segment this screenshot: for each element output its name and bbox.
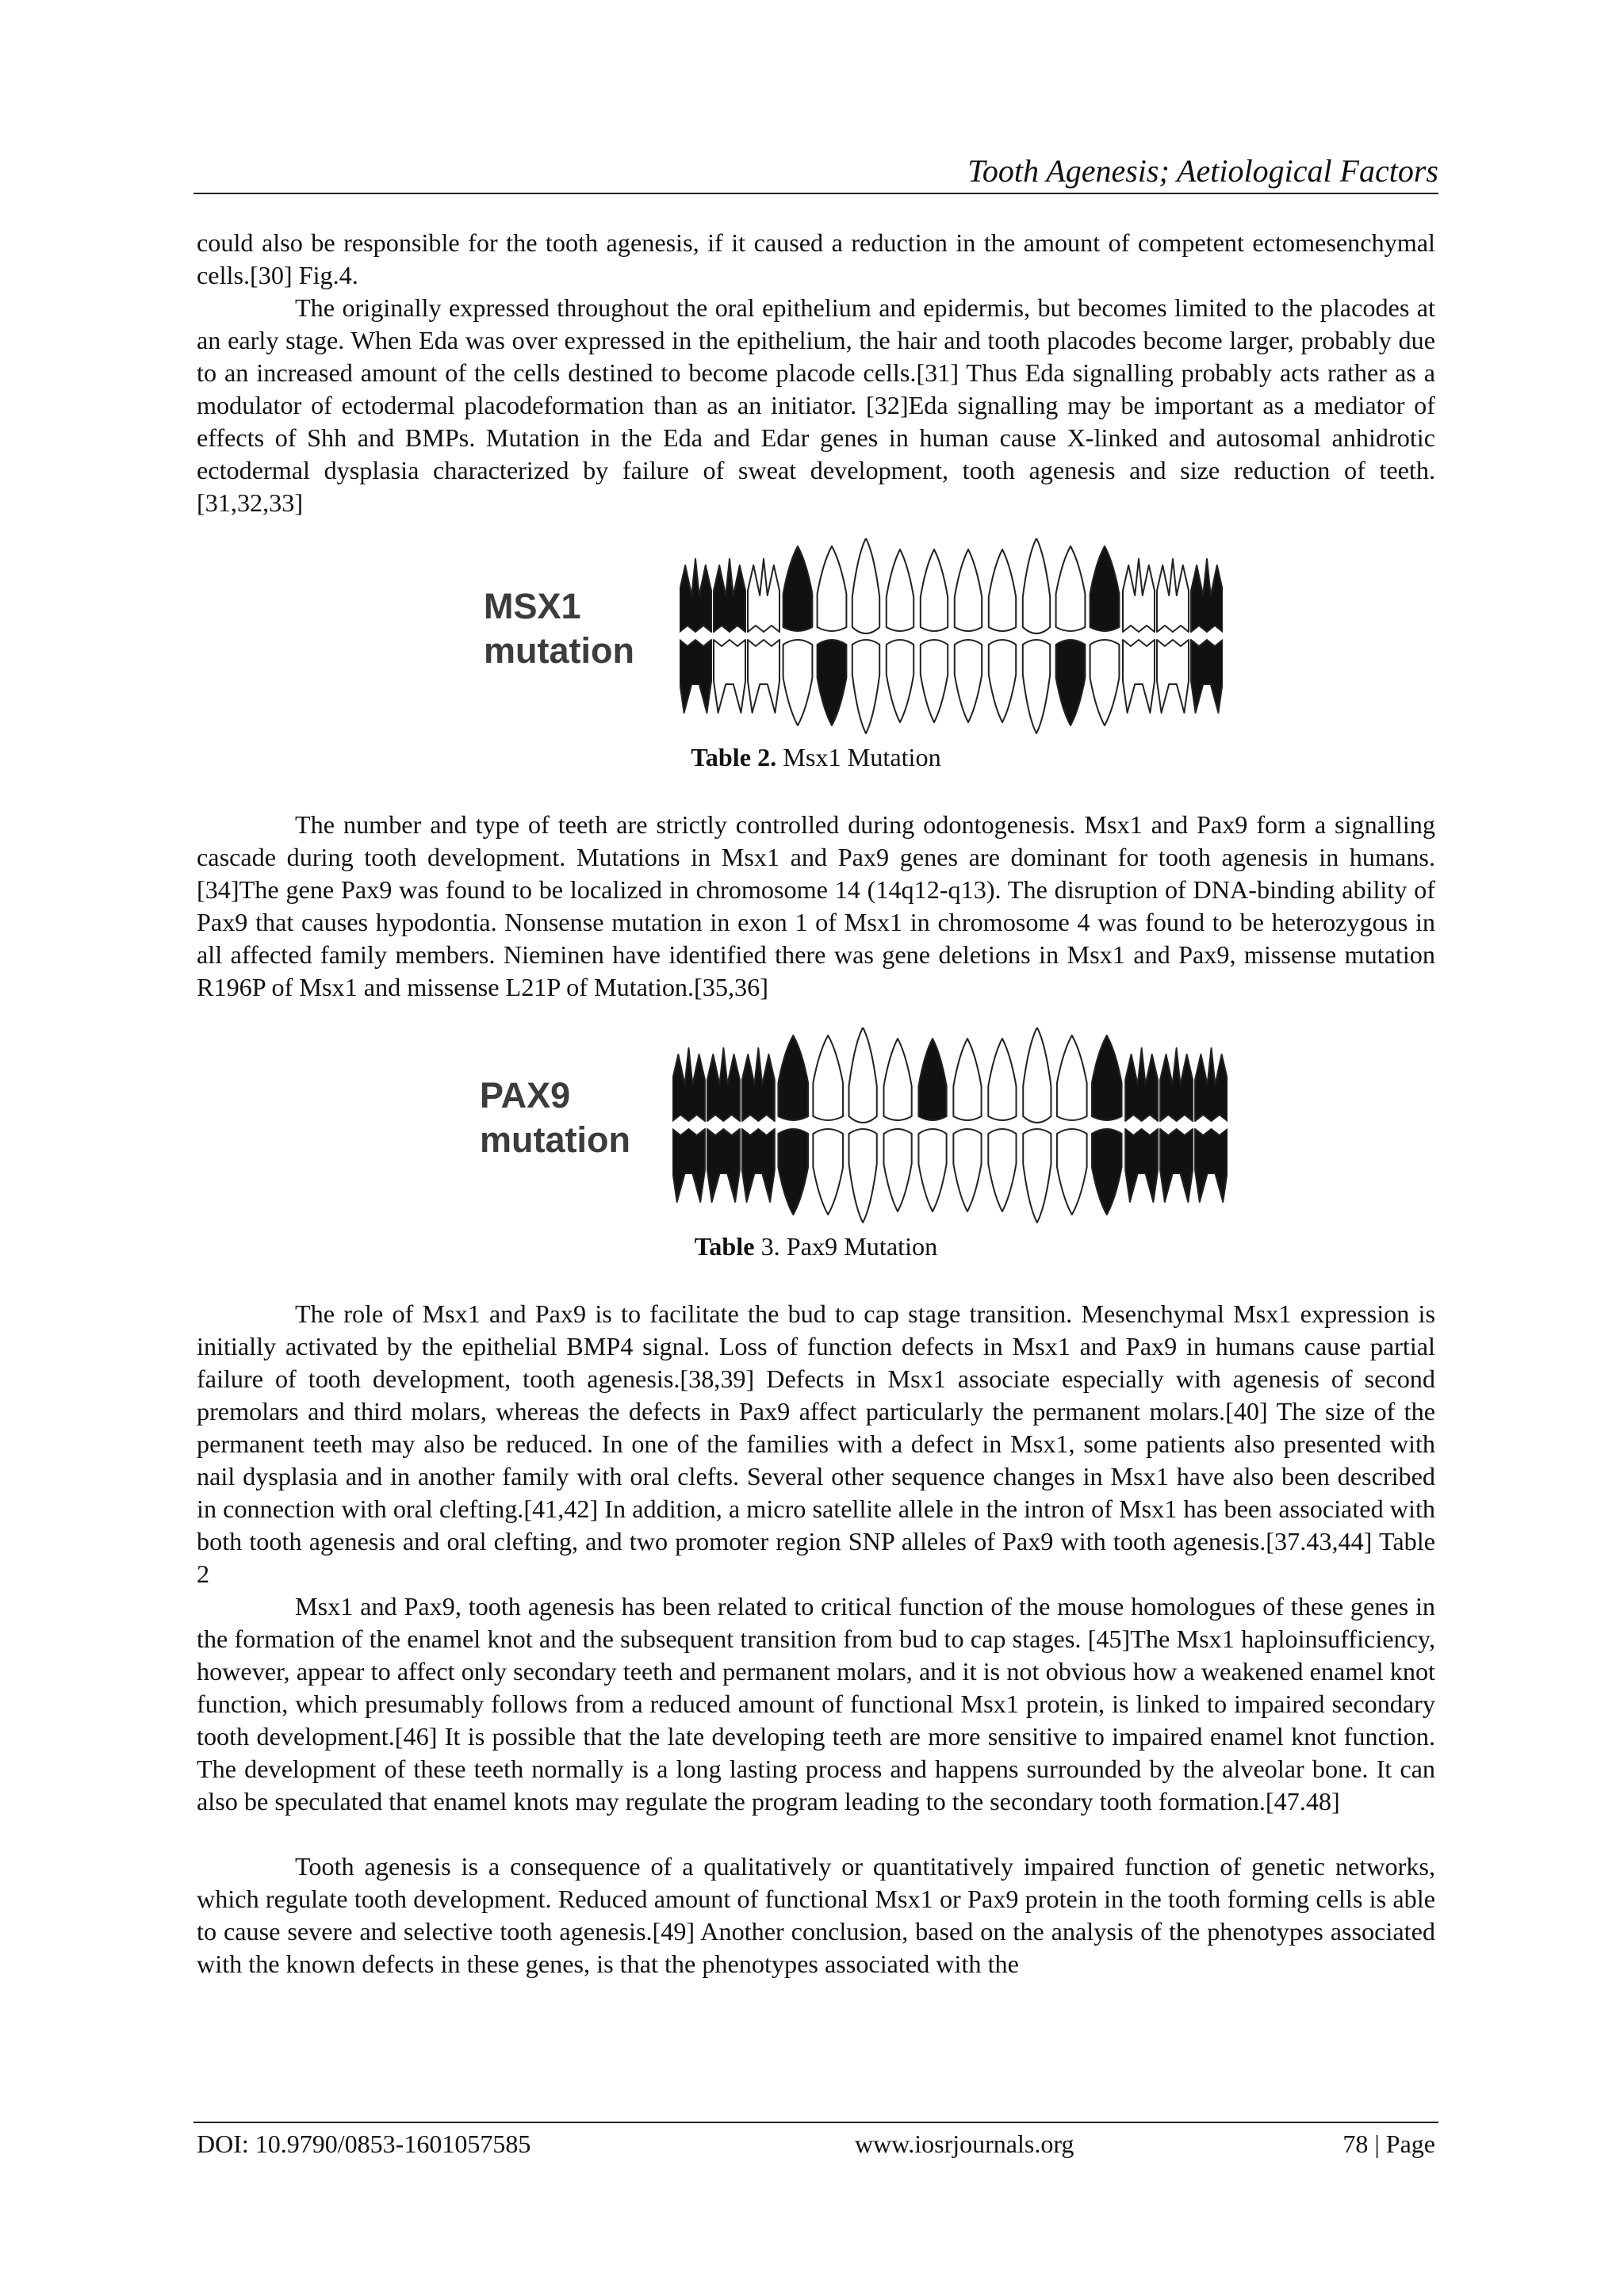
upper-tooth-2-missing [714,559,745,632]
figure-label-msx1 [484,584,634,673]
lower-tooth-15-missing [1160,1129,1193,1202]
lower-tooth-10-present [988,1129,1016,1211]
lower-tooth-6-present [852,640,879,733]
upper-tooth-8-present [921,549,948,631]
upper-tooth-13-missing [1090,546,1120,631]
upper-tooth-12-present [1057,1035,1087,1120]
upper-tooth-6-present [849,1027,877,1123]
upper-tooth-16-missing [1191,559,1223,632]
paragraph-continued: could also be responsible for the tooth agenesis, if it caused a reduction in the amount of competent ectomesenchymal cells.[30] Fig.4. [197,228,1435,289]
lower-tooth-13-present [1090,640,1120,725]
article-body [197,227,1435,1980]
upper-tooth-10-present [989,549,1016,631]
lower-tooth-9-present [953,1129,981,1211]
lower-tooth-10-present [989,640,1016,722]
lower-tooth-5-present [813,1129,843,1215]
upper-tooth-1-missing [672,1048,705,1121]
lower-tooth-16-missing [1195,1129,1228,1202]
lower-tooth-11-present [1023,640,1050,733]
footer-doi: DOI: 10.9790/0853-1601057585 [197,2130,531,2158]
upper-tooth-4-missing [783,546,813,631]
caption-label: Table [694,1232,755,1261]
figure-caption-pax9 [197,1230,1435,1263]
paragraph-msx1-pax9: The number and type of teeth are strictly controlled during odontogenesis. Msx1 and Pax9 form a signalling cascade during tooth development. Mutations in Msx1 and Pax9 genes are dominant for tooth agenesis in humans. [34]The gene Pax9 was found to be localized in chromosome 14 (14q12-q13). The disruption of DNA-binding ability of Pax9 that causes hypodontia. Nonsense mutation in exon 1 of Msx1 in chromosome 4 was found to be heterozygous in all affected family members. Nieminen have identified there was gene deletions in Msx1 and Pax9, missense mutation R196P of Msx1 and missense L21P of Mutation.[35,36] [197,810,1435,1001]
lower-tooth-1-missing [680,640,711,713]
upper-tooth-10-present [988,1039,1016,1120]
footer-page-number: 78 | Page [1342,2130,1435,2158]
lower-tooth-9-present [955,640,982,722]
upper-tooth-7-present [887,549,914,631]
lower-tooth-8-present [921,640,948,722]
upper-tooth-9-present [953,1039,981,1120]
upper-tooth-3-present [748,559,779,632]
figure-pax9-mutation [197,1027,1435,1226]
lower-tooth-2-present [714,640,745,713]
upper-tooth-13-missing [1092,1035,1122,1120]
upper-tooth-2-missing [707,1048,740,1121]
upper-tooth-8-missing [918,1039,946,1120]
paragraph-conclusion: Tooth agenesis is a consequence of a qualitatively or quantitatively impaired function of genetic networks, which regulate tooth development. Reduced amount of functional Msx1 or Pax9 protein in the tooth forming cells is able to cause severe and selective tooth agenesis.[49] Another conclusion, based on the analysis of the phenotypes associated with the known defects in these genes, is that the phenotypes associated with the [197,1852,1435,1978]
upper-tooth-1-missing [680,559,711,632]
upper-tooth-9-present [955,549,982,631]
figure-label-line-2: mutation [484,630,634,671]
caption-text: Msx1 Mutation [776,743,941,771]
lower-tooth-2-missing [707,1129,740,1202]
figure-msx1-mutation [197,538,1435,737]
figure-label-line-2: mutation [480,1119,630,1160]
lower-tooth-11-present [1023,1129,1051,1223]
upper-tooth-6-present [852,538,879,633]
paragraph-bud-cap: The role of Msx1 and Pax9 is to facilitate the bud to cap stage transition. Mesenchymal Msx1 expression is initially activated by the epithelial BMP4 signal. Loss of function defects in Msx1 and Pax9 in humans cause partial failure of tooth development, tooth agenesis.[38,39] Defects in Msx1 associate especially with agenesis of second premolars and third molars, whereas the defects in Pax9 affect particularly the permanent molars.[40] The size of the permanent teeth may also be reduced. In one of the families with a defect in Msx1, some patients also presented with nail dysplasia and in another family with oral clefts. Several other sequence changes in Msx1 have also been described in connection with oral clefting.[41,42] In addition, a micro satellite allele in the intron of Msx1 has been associated with both tooth agenesis and oral clefting, and two promoter region SNP alleles of Pax9 with tooth agenesis.[37.43,44] Table 2 [197,1299,1435,1588]
footer-rule [193,2122,1438,2123]
dentition-chart-msx1 [680,538,1223,737]
lower-tooth-14-present [1123,640,1155,713]
lower-tooth-7-present [883,1129,911,1211]
caption-label: Table 2. [691,743,777,771]
footer-website: www.iosrjournals.org [855,2130,1074,2158]
lower-tooth-6-present [849,1129,877,1223]
lower-tooth-7-present [887,640,914,722]
lower-tooth-14-missing [1125,1129,1158,1202]
upper-tooth-7-present [883,1039,911,1120]
lower-tooth-12-missing [1056,640,1086,725]
lower-tooth-4-missing [778,1129,808,1215]
upper-tooth-15-missing [1160,1048,1193,1121]
figure-label-pax9 [480,1073,630,1162]
upper-tooth-15-present [1157,559,1189,632]
header-rule [193,193,1438,194]
upper-tooth-14-missing [1125,1048,1158,1121]
paragraph-eda: The originally expressed throughout the oral epithelium and epidermis, but becomes limited to the placodes at an early stage. When Eda was over expressed in the epithelium, the hair and tooth placodes become larger, probably due to an increased amount of the cells destined to become placode cells.[31] Thus Eda signalling probably acts rather as a modulator of ectodermal placodeformation than as an initiator. [32]Eda signalling may be important as a mediator of effects of Shh and BMPs. Mutation in the Eda and Edar genes in human cause X-linked and autosomal anhidrotic ectodermal dysplasia characterized by failure of sweat development, tooth agenesis and size reduction of teeth.[31,32,33] [197,293,1435,517]
lower-tooth-12-present [1057,1129,1087,1215]
lower-tooth-1-missing [672,1129,705,1202]
upper-tooth-5-present [813,1035,843,1120]
paragraph-enamel-knot: Msx1 and Pax9, tooth agenesis has been related to critical function of the mouse homologues of these genes in the formation of the enamel knot and the subsequent transition from bud to cap stages. [45]The Msx1 haploinsufficiency, however, appear to affect only secondary teeth and permanent molars, and it is not obvious how a weakened enamel knot function, which presumably follows from a reduced amount of functional Msx1 protein, is linked to impaired secondary tooth development.[46] It is possible that the late developing teeth are more sensitive to impaired enamel knot function. The development of these teeth normally is a long lasting process and happens surrounded by the alveolar bone. It can also be speculated that enamel knots may regulate the program leading to the secondary tooth formation.[47.48] [197,1592,1435,1816]
upper-tooth-12-present [1056,546,1086,631]
caption-text: 3. Pax9 Mutation [754,1232,938,1261]
upper-tooth-3-missing [742,1048,775,1121]
lower-tooth-13-missing [1092,1129,1122,1215]
figure-label-line-1: PAX9 [480,1075,571,1115]
upper-tooth-11-present [1023,1027,1051,1123]
lower-tooth-4-present [783,640,813,725]
lower-tooth-8-present [918,1129,946,1211]
upper-tooth-16-missing [1195,1048,1228,1121]
figure-caption-msx1 [197,741,1435,774]
running-header-title: Tooth Agenesis; Aetiological Factors [967,153,1438,189]
dentition-chart-pax9 [672,1027,1228,1226]
lower-tooth-16-missing [1191,640,1223,713]
upper-tooth-11-present [1023,538,1050,633]
upper-tooth-4-missing [778,1035,808,1120]
lower-tooth-3-present [748,640,779,713]
lower-tooth-5-missing [818,640,847,725]
upper-tooth-14-present [1123,559,1155,632]
figure-label-line-1: MSX1 [484,586,581,626]
upper-tooth-5-present [818,546,847,631]
lower-tooth-15-present [1157,640,1189,713]
lower-tooth-3-missing [742,1129,775,1202]
